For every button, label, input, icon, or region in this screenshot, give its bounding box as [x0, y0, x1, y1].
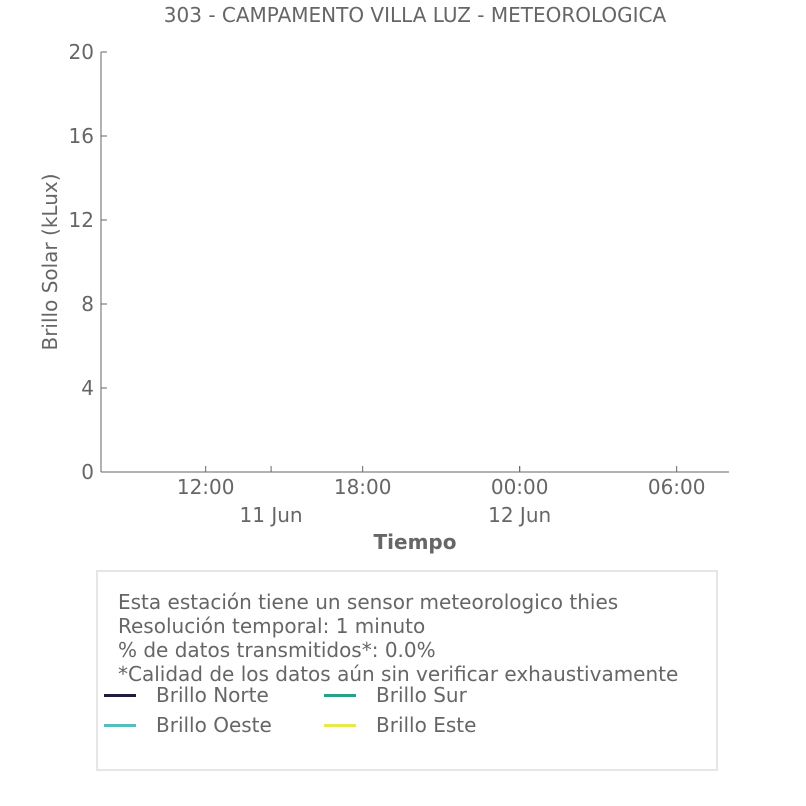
info-sensor: Esta estación tiene un sensor meteorologico thies	[118, 590, 619, 614]
legend-swatch-norte	[104, 694, 136, 697]
x-axis	[101, 466, 729, 527]
x-date-label: 12 Jun	[488, 503, 552, 527]
x-tick-label: 12:00	[176, 475, 235, 499]
legend-swatch-este	[324, 724, 356, 727]
y-axis-label: Brillo Solar (kLux)	[38, 173, 62, 351]
legend-label-oeste: Brillo Oeste	[156, 713, 272, 737]
legend-label-este: Brillo Este	[376, 713, 477, 737]
y-tick-label: 4	[81, 376, 94, 400]
x-tick-label: 18:00	[333, 475, 392, 499]
chart-title: 303 - CAMPAMENTO VILLA LUZ - METEOROLOGICA	[163, 3, 667, 27]
info-text	[118, 590, 678, 686]
info-quality-note: *Calidad de los datos aún sin verificar exhaustivamente	[118, 662, 679, 686]
x-tick-label: 06:00	[647, 475, 706, 499]
legend-item-oeste	[104, 710, 272, 740]
legend-item-este	[324, 710, 476, 740]
legend-label-sur: Brillo Sur	[376, 683, 467, 707]
legend-swatch-sur	[324, 694, 356, 697]
x-tick-label: 00:00	[490, 475, 549, 499]
info-transmitted: % de datos transmitidos*: 0.0%	[118, 638, 436, 662]
y-tick-label: 0	[81, 460, 94, 484]
legend-swatch-oeste	[104, 724, 136, 727]
legend-item-norte	[104, 680, 269, 710]
info-box	[96, 570, 718, 771]
y-tick-label: 20	[68, 40, 94, 64]
y-tick-label: 16	[68, 124, 94, 148]
x-axis-label: Tiempo	[373, 530, 457, 554]
info-resolution: Resolución temporal: 1 minuto	[118, 614, 426, 638]
legend-item-sur	[324, 680, 467, 710]
legend-label-norte: Brillo Norte	[156, 683, 269, 707]
x-date-label: 11 Jun	[239, 503, 303, 527]
y-tick-label: 8	[81, 292, 94, 316]
y-tick-label: 12	[68, 208, 94, 232]
y-axis	[69, 40, 107, 484]
